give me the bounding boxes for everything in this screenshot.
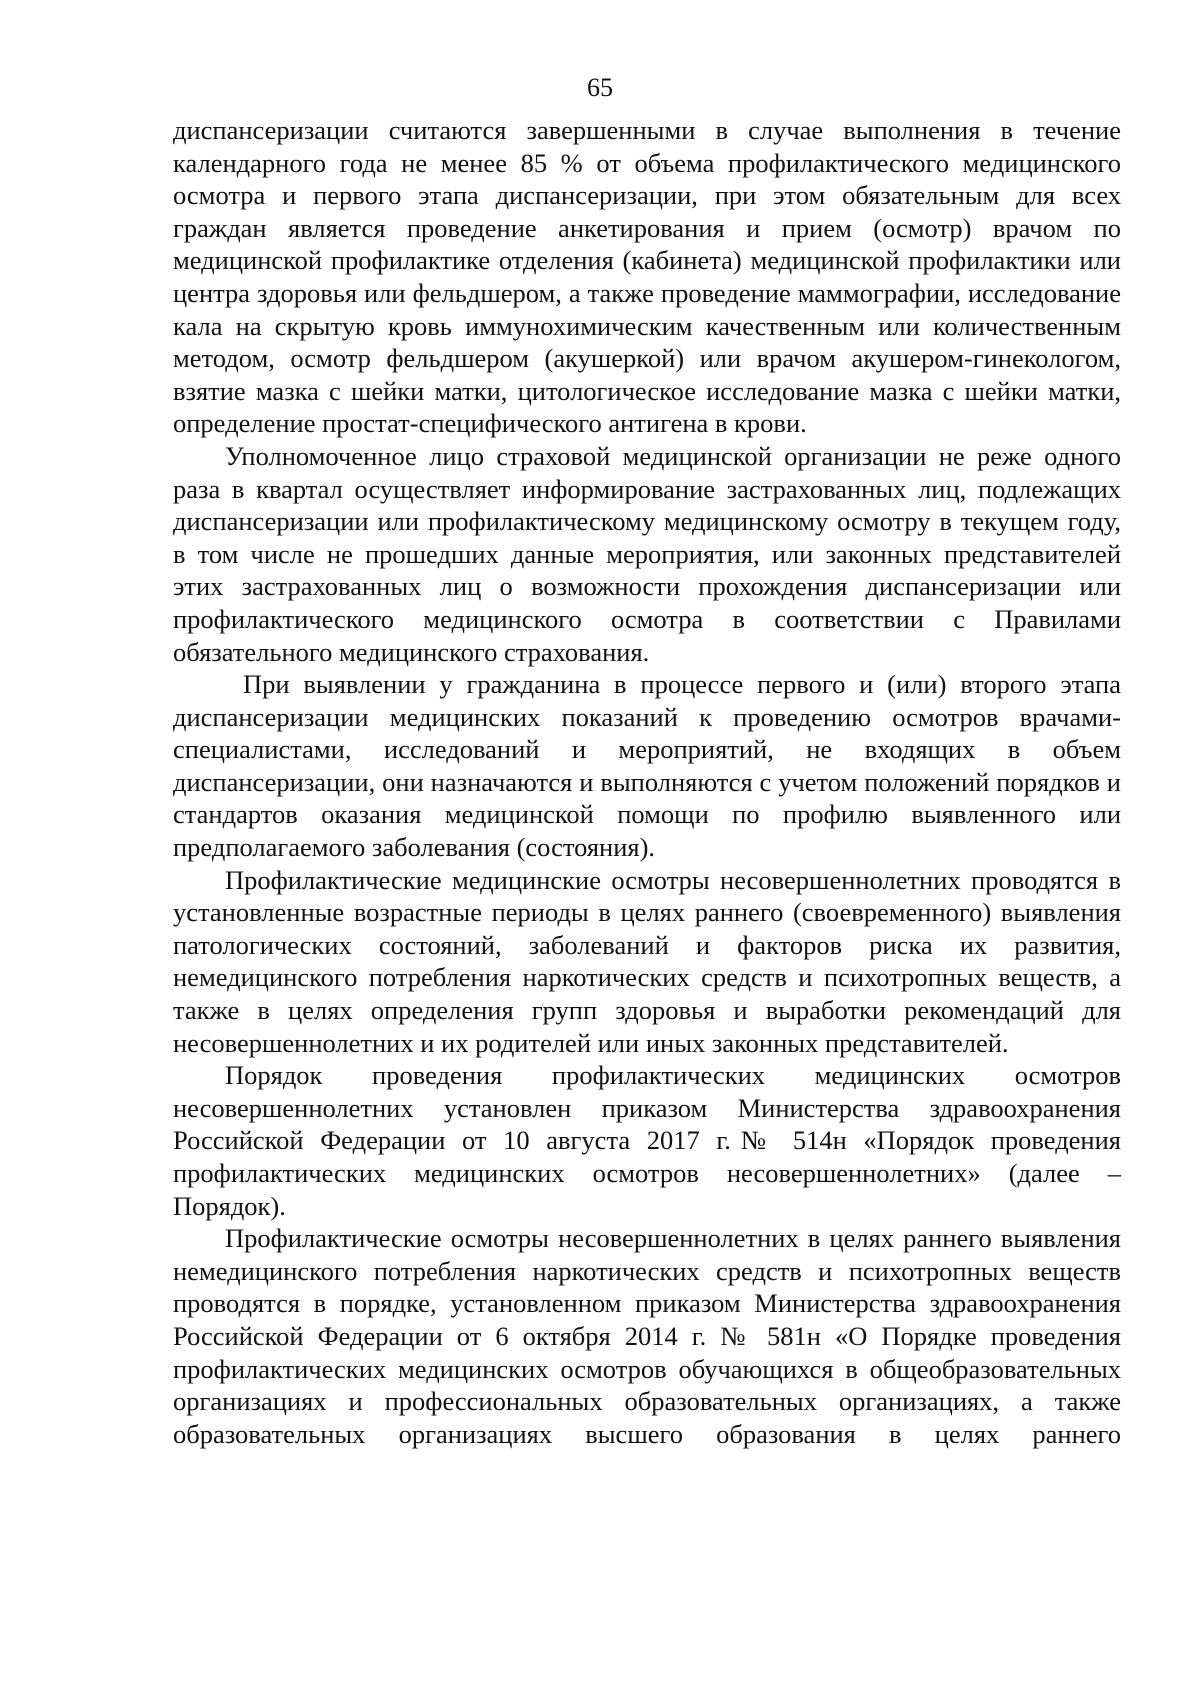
paragraph-2: Уполномоченное лицо страховой медицинской организации не реже одного раза в квартал осуществляет информирование застрахованных лиц, подлежащих диспансеризации или профилактическому медицинскому осмотру в текущем году, в том числе не прошедших данные мероприятия, или законных представителей этих застрахованных лиц о возможности прохождения диспансеризации или профилактического медицинского осмотра в соответствии с Правилами обязательного медицинского страхования. <box>173 440 1121 667</box>
paragraph-3: При выявлении у гражданина в процессе первого и (или) второго этапа диспансеризации медицинских показаний к проведению осмотров врачами-специалистами, исследований и мероприятий, не входящих в объем диспансеризации, они назначаются и выполняются с учетом положений порядков и стандартов оказания медицинской помощи по профилю выявленного или предполагаемого заболевания (состояния). <box>173 669 1121 863</box>
paragraph-6: Профилактические осмотры несовершеннолетних в целях раннего выявления немедицинского потребления наркотических средств и психотропных веществ проводятся в порядке, установленном приказом Министерства здравоохранения Российской Федерации от 6 октября 2014 г. № 581н «О Порядке проведения профилактических медицинских осмотров обучающихся в общеобразовательных организациях и профессиональных образовательных организациях, а также образовательных организациях высшего образования в целях раннего <box>173 1223 1121 1449</box>
paragraph-1: диспансеризации считаются завершенными в случае выполнения в течение календарного года не менее 85 % от объема профилактического медицинского осмотра и первого этапа диспансеризации, при этом обязательным для всех граждан является проведение анкетирования и прием (осмотр) врачом по медицинской профилактике отделения (кабинета) медицинской профилактики или центра здоровья или фельдшером, а также проведение маммографии, исследование кала на скрытую кровь иммунохимическим качественным или количественным методом, осмотр фельдшером (акушеркой) или врачом акушером-гинекологом, взятие мазка с шейки матки, цитологическое исследование мазка с шейки матки, определение простат-специфического антигена в крови. <box>173 115 1121 439</box>
paragraph-5: Порядок проведения профилактических медицинских осмотров несовершеннолетних установлен приказом Министерства здравоохранения Российской Федерации от 10 августа 2017 г.№ 514н «Порядок проведения профилактических медицинских осмотров несовершеннолетних» (далее – Порядок). <box>173 1060 1121 1221</box>
page-number: 65 <box>587 73 613 102</box>
document-body <box>173 114 1121 1450</box>
paragraph-4: Профилактические медицинские осмотры несовершеннолетних проводятся в установленные возрастные периоды в целях раннего (своевременного) выявления патологических состояний, заболеваний и факторов риска их развития, немедицинского потребления наркотических средств и психотропных веществ, а также в целях определения групп здоровья и выработки рекомендаций для несовершеннолетних и их родителей или иных законных представителей. <box>173 864 1121 1058</box>
